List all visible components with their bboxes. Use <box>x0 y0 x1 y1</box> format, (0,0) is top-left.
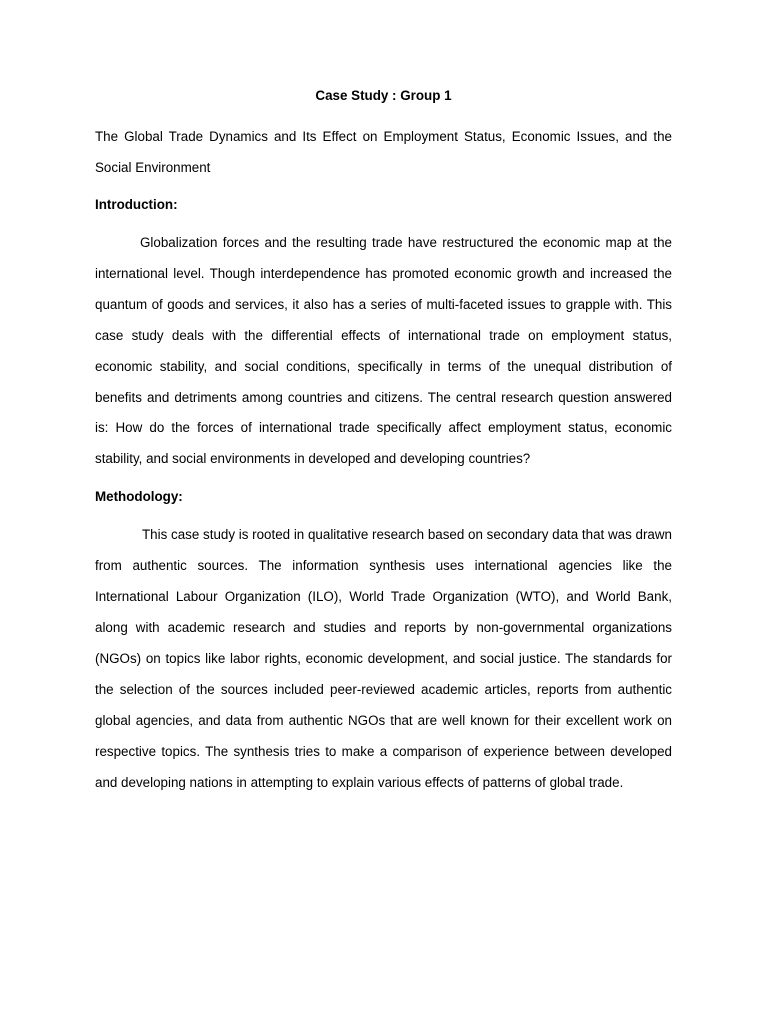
document-subtitle: The Global Trade Dynamics and Its Effect on Employment Status, Economic Issues, and the Social Environment <box>95 129 672 175</box>
introduction-heading: Introduction: <box>95 197 178 212</box>
document-content <box>95 84 672 808</box>
methodology-heading: Methodology: <box>95 489 183 505</box>
document-title: Case Study : Group 1 <box>315 88 452 103</box>
introduction-paragraph: Globalization forces and the resulting trade have restructured the economic map at the international level. Though interdependence has promoted economic growth and increased the quantum of goods and services, it also has a series of multi-faceted issues to grapple with. This case study deals with the differential effects of international trade on employment status, economic stability, and social conditions, specifically in terms of the unequal distribution of benefits and detriments among countries and citizens. The central research question answered is: How do the forces of international trade specifically affect employment status, economic stability, and social environments in developed and developing countries? <box>95 235 672 467</box>
methodology-paragraph: This case study is rooted in qualitative research based on secondary data that was drawn from authentic sources. The information synthesis uses international agencies like the International Labour Organization (ILO), World Trade Organization (WTO), and World Bank, along with academic research and studies and reports by non-governmental organizations (NGOs) on topics like labor rights, economic development, and social justice. The standards for the selection of the sources included peer-reviewed academic articles, reports from authentic global agencies, and data from authentic NGOs that are well known for their excellent work on respective topics. The synthesis tries to make a comparison of experience between developed and developing nations in attempting to explain various effects of patterns of global trade. <box>95 527 672 790</box>
